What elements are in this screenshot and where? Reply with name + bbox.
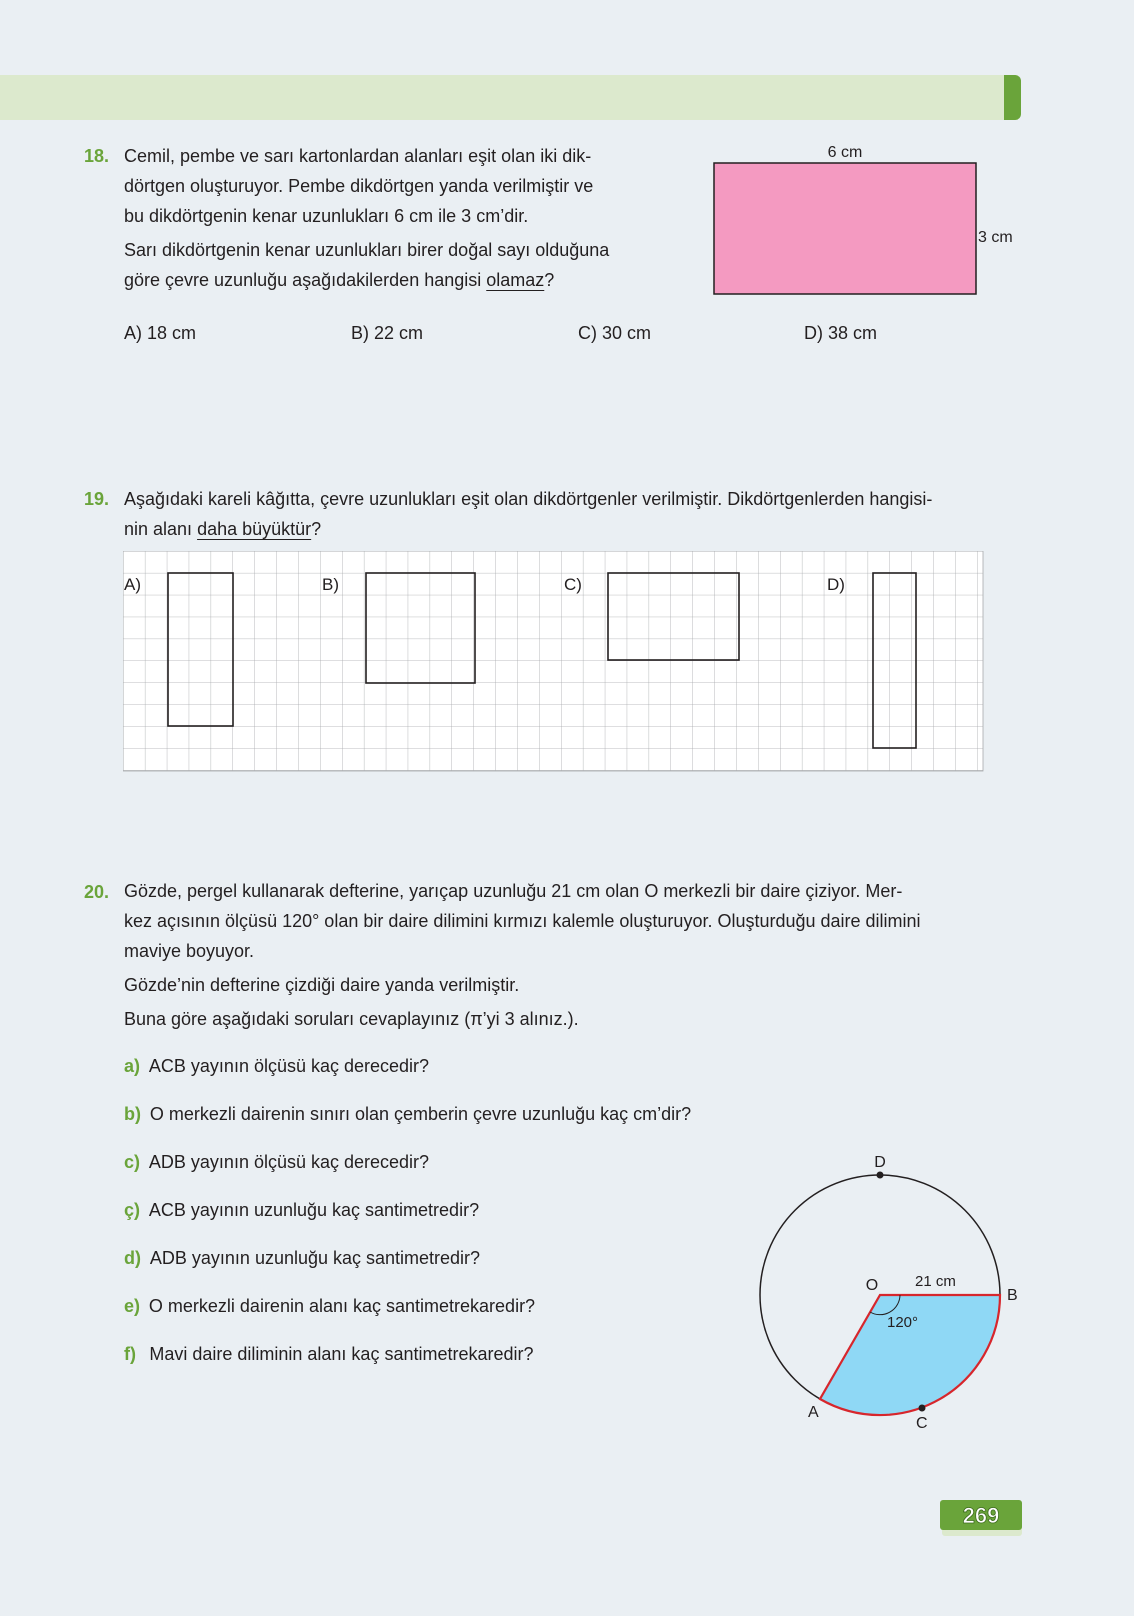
sub-c-text: ADB yayının ölçüsü kaç derecedir? <box>148 1152 430 1172</box>
sub-c-letter: c) <box>124 1152 141 1172</box>
sub-d-letter: d) <box>124 1248 141 1268</box>
header-tab <box>1004 75 1021 120</box>
sub-f[interactable] <box>124 1344 824 1392</box>
label-O: O <box>865 1277 879 1294</box>
point-c <box>919 1405 926 1412</box>
sub-cc-text: ACB yayının uzunluğu kaç santimetredir? <box>148 1200 480 1220</box>
sub-f-text: Mavi daire diliminin alanı kaç santimetrekaredir? <box>149 1344 534 1364</box>
sub-e-text: O merkezli dairenin alanı kaç santimetrekaredir? <box>148 1296 536 1316</box>
q18-line-3: bu dikdörtgenin kenar uzunlukları 6 cm ile 3 cm’dir. <box>124 206 529 226</box>
q18-option-b[interactable]: B) 22 cm <box>351 323 424 343</box>
sub-f-letter: f) <box>124 1344 136 1364</box>
q19-line-1: Aşağıdaki kareli kâğıtta, çevre uzunlukları eşit olan dikdörtgenler verilmiştir. Dikdörtgenlerden hangisi- <box>124 489 933 509</box>
sub-e-letter: e) <box>124 1296 141 1316</box>
header-band <box>0 75 1018 120</box>
q19-line-2-post: ? <box>311 519 322 539</box>
q20-line-1: Gözde, pergel kullanarak defterine, yarıçap uzunluğu 21 cm olan O merkezli bir daire çiziyor. Mer- <box>124 881 903 901</box>
label-A: A <box>808 1404 819 1421</box>
q20-number: 20. <box>84 882 110 902</box>
q18-number: 18. <box>84 146 110 166</box>
q20-line-4: Gözde’nin defterine çizdiği daire yanda verilmiştir. <box>124 975 520 995</box>
grid-paper <box>123 551 985 773</box>
sub-a-letter: a) <box>124 1056 141 1076</box>
label-D: D <box>874 1154 886 1171</box>
q18-line-4: Sarı dikdörtgenin kenar uzunlukları birer doğal sayı olduğuna <box>124 240 610 260</box>
q20-line-3: maviye boyuyor. <box>124 941 255 961</box>
q19-line-2-pre: nin alanı <box>124 519 198 539</box>
height-label: 3 cm <box>978 229 1013 246</box>
q20-line-5: Buna göre aşağıdaki soruları cevaplayınız (π’yi 3 alınız.). <box>124 1009 579 1029</box>
q19-number: 19. <box>84 489 110 509</box>
q18-line-5-post: ? <box>544 270 555 290</box>
q20-text <box>124 876 1024 1034</box>
sub-a-text: ACB yayının ölçüsü kaç derecedir? <box>148 1056 430 1076</box>
pink-rectangle <box>714 163 976 294</box>
point-d <box>877 1172 884 1179</box>
sub-a[interactable] <box>124 1056 824 1104</box>
width-label: 6 cm <box>827 144 863 161</box>
sub-cc-letter: ç) <box>124 1200 141 1220</box>
q18-option-a[interactable]: A) 18 cm <box>124 323 197 343</box>
circle-figure <box>750 1150 1040 1430</box>
page-number: 269 <box>962 1503 1000 1528</box>
label-B: B <box>1007 1287 1018 1304</box>
sub-b[interactable] <box>124 1104 824 1152</box>
sub-b-text: O merkezli dairenin sınırı olan çemberin çevre uzunluğu kaç cm’dir? <box>149 1104 692 1124</box>
sub-cc[interactable] <box>124 1200 824 1248</box>
q19-line-2 <box>124 514 1024 544</box>
q18-keyword-olamaz: olamaz <box>486 270 545 290</box>
grid-lines <box>123 551 983 771</box>
label-c: C) <box>564 575 582 594</box>
q20-subquestions <box>124 1056 824 1392</box>
q18-option-c[interactable]: C) 30 cm <box>578 323 652 343</box>
sub-b-letter: b) <box>124 1104 141 1124</box>
label-C: C <box>916 1415 928 1430</box>
sub-d[interactable] <box>124 1248 824 1296</box>
q18-line-1: Cemil, pembe ve sarı kartonlardan alanları eşit olan iki dik- <box>124 146 592 166</box>
q19-text <box>124 484 1024 544</box>
blue-sector <box>820 1295 1000 1415</box>
q20-line-2: kez açısının ölçüsü 120° olan bir daire dilimini kırmızı kalemle oluşturuyor. Oluşturduğu daire dilimini <box>124 911 921 931</box>
q18-line-5-pre: göre çevre uzunluğu aşağıdakilerden hangisi <box>124 270 487 290</box>
sub-e[interactable] <box>124 1296 824 1344</box>
q18-line-2: dörtgen oluşturuyor. Pembe dikdörtgen yanda verilmiştir ve <box>124 176 594 196</box>
sub-c[interactable] <box>124 1152 824 1200</box>
q19-keyword: daha büyüktür <box>197 519 312 539</box>
q18-line-5 <box>124 265 672 295</box>
angle-label: 120° <box>887 1314 919 1331</box>
q18-option-d[interactable]: D) 38 cm <box>804 323 878 343</box>
q18-rectangle-figure <box>700 136 1030 306</box>
sub-d-text: ADB yayının uzunluğu kaç santimetredir? <box>149 1248 481 1268</box>
label-b: B) <box>322 575 339 594</box>
radius-label: 21 cm <box>915 1273 956 1290</box>
label-a: A) <box>124 575 141 594</box>
q18-text <box>124 141 672 295</box>
label-d: D) <box>827 575 845 594</box>
page-number-badge <box>940 1494 1024 1538</box>
